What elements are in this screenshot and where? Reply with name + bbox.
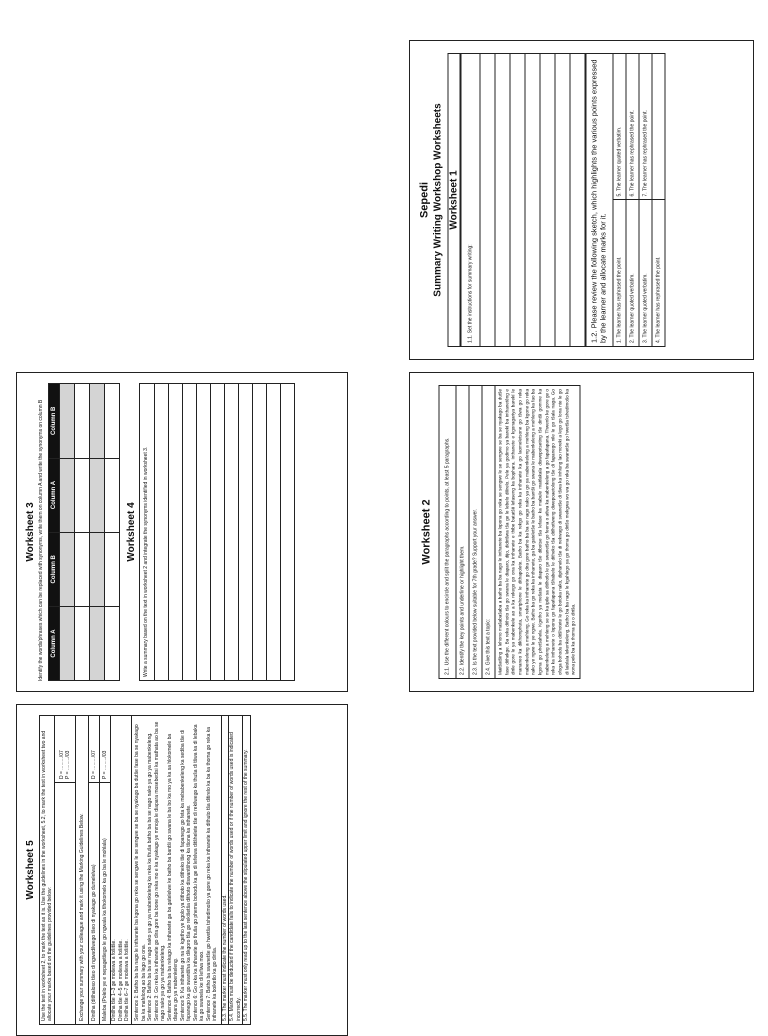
answer-line [168,384,182,681]
key-point: Sentence 6: Go reka ka inthanete go thuša go phema bohodu ka ge di lefelwa ditšhelete tše di rekilwego ka thuša di tšwa ka di lebaka ka go swanela ke di lefiwa moo. [192,724,205,1021]
synonym-cell [104,458,119,532]
criteria-content: Dintlha (ditlhaloso tšeo di ngwadilwego tšeo di nyakago go dumelelwa) [89,783,100,1025]
answer-line [196,384,210,681]
answer-line [252,384,266,681]
p-score: P = ........./03 [100,716,111,783]
score-label [55,783,76,1025]
worksheet-1-title: Worksheet 1 [448,54,460,347]
answer-line [495,54,510,347]
synonym-cell [74,532,89,606]
synonym-cell [59,607,74,681]
marking-item: 2. The learner quoted verbatim. [626,200,639,347]
key-point: Sentence 4: Batho ba ba rekago ka inthanete ga ba gatelelwe ke batho ba bantši go swana le ba bo ka mo ya ka sa hlokomele ba diapara go ya mabenkeleng. [166,733,179,1021]
answer-line [540,54,555,347]
synonym-cell [74,458,89,532]
marking-item [652,54,665,201]
answer-line [238,384,252,681]
worksheet-1-table [447,53,460,347]
q-2-4: 2.4. Give this text a topic: [482,386,495,679]
criteria-language: Maleba (Polelo ye e nepagetšego le go ngwala ka tlhokomelo ka go ba le mohlala) [100,783,111,1025]
synonym-cell [89,532,104,606]
column-a-header: Column A [48,458,59,532]
marking-item: 7. The learner has rephrased the point. [639,54,652,201]
worksheet-2-page [409,372,754,692]
synonym-cell [104,532,119,606]
synonym-cell [104,384,119,459]
worksheet-1-page [409,40,754,360]
answer-line [525,54,540,347]
worksheet-3-title: Worksheet 3 [25,502,36,562]
answer-line [555,54,570,347]
marking-item: 1. The learner has rephrased the point. [613,200,626,347]
footnote: 5.4. Marks must be deducted if the candidate fails to indicate the number of words used or if the number of words used is indicated incorrectly. [229,716,243,1025]
marking-item: 5. The learner quoted verbatim. [613,54,626,201]
q-1-2: 1.2. Please review the following sketch, which highlights the various points expressed by the learner and allocate marks for it. [586,54,613,347]
column-b-header: Column B [48,532,59,606]
synonym-cell [89,458,104,532]
synonym-cell [89,607,104,681]
passage: Maitšatšing a lehono mašabašaba a batho ba ba nago le inthanete ba lopona go reka se sengwe le se sengwe se ba se nyakago ba dutše fase dithekge. Ba reka dithoto tša go swana le diaparo, dijo, didirišwa tša ge le lebelo dilirelo. Pele ya godimo ya barekí ba inthanetěng e dirile gore le ya mabenkele ao a ka rekego go ona ka inthanete e thibe batatšii lefaseng ka bophara. Inthanete e kgonagariya barekí le mananeo ka dikhomphuta, smartphone le dithapolete. Batho ba ka rekgo go reka ka inthanete ka go laomeletsone go tšwa go reka mabenkeleng a mehleng. Go reka ka inthanete go dira gore batho ba ba se nago nako ya go ya mabenkeleng a mehleng ba kgone go reka nako ye ngwe le ye ngwe. Batho ba go reka ka inthanete, ga ba gateletše le batho ba bantši go swana le mabenkeleng a mehleng ka fao ba kgona go phetšahela. Kgetho ya mešata le diaparo tše dibotse tša lefase ka mabule maitlakala diswepotseting tše dintši gomme ka mabenkeleng a mehleng se se ka ipile sa ditlhotlo le ge swanetše go feena o atlwa ka mabenkeleng a go fapafapana. Thwenlo ke gore ge o reka ka inthanete o lopona go fapafapana tšhabelo le ditheko tša ditlhotlweng diwepoaetolong tše di fapanego nile le go tšala naga. Go ofoga bohodu ba ditšhotete le go botoka nako, diphanelo tše di nekwago di swanetše di tšwa ka inhlung lao moreki a lego go lona nte le go di laiolala lekenkeleng. Batho ba ba nago le kgahlego ya go thoma go dirišo mekgwa wo wa go reka ba swanetše go hwetša tshedimošo ka wona pele ba ka thoma go o diriša. [495,386,580,679]
key-point: Sentence 2: Batho ba ba se nago nako ya go ya mabenkeleng ka reka ka thuša batho ba ba se nago nako ya go ya mabenkeleng. [147,732,153,1021]
worksheet-5-title: Worksheet 5 [25,840,36,900]
synonym-cell [74,384,89,459]
worksheet-1-lines [460,53,585,347]
synonym-cell [59,458,74,532]
q-1-1: 1.1. Set the instructions for summary writing: [461,54,480,347]
answer-line [280,384,294,681]
answer-line [570,54,585,347]
synonym-table [48,383,120,681]
score-box: D = ........./07 P = ........./03 [55,716,76,783]
synonym-cell [89,384,104,459]
answer-line [210,384,224,681]
footnote: 5.3. The marker must indicate the number of words used. [221,716,229,1025]
q-2-1: 2.1. Use the different colours to encircle and split the paragraphs according to points, at least 5 paragraphs. [439,386,456,679]
q-2-2: 2.2. Identify the key points and underline or highlight them. [456,386,469,679]
exchange-instruction: Exchange your summary with your colleague and mark it using the Marking Guidelines Below. [76,716,89,1025]
main-title: Summary Writing Workshop Worksheets [432,103,443,297]
synonym-cell [59,384,74,459]
language-title: Sepedi [418,181,430,219]
worksheet-2-title: Worksheet 2 [420,499,432,565]
answer-line [154,384,168,681]
worksheet-5-instructions: Use the text in worksheet 2, to mark the text as it is. Use the guidelines in the worksheet, 5.2, to mark the text in worksheet two and allocate your marks based on the guidelines provided below: [40,716,55,1025]
marking-item: 6. The learner has rephrased the point. [626,54,639,201]
q-2-3: 2.3. Is the text provided below suitable for 7th grade? Support your answer. [469,386,482,679]
synonym-cell [74,607,89,681]
d-score: D = ........./07 [89,716,100,783]
worksheet-5-table [39,715,251,1025]
key-point: Sentence 3: Go reka ka inthanete go dira gore ba bone go reka mo e ka nyakago ye mmoja le diapara mosebedisi ka mathata ao ba se nago nako ya go ya mabenkeleng. [153,721,166,1021]
worksheet-5-page [16,704,348,1036]
worksheet-3-instructions: Identify the words/phrases which can be replaced with synonyms, write them on column A and write the synonyms on column B [38,399,44,681]
column-b-header: Column B [48,384,59,459]
key-point: Sentence 1: Batho ba ba nago le inthanete ba kgona go reka se sengwe le se sengwe se ba se nyakago ba dutše fase ba se nyakago ba ka mafelong ao ba lego go ona. [134,724,147,1021]
synonym-cell [59,532,74,606]
worksheet-4-table [139,383,295,681]
answer-line [510,54,525,347]
worksheet-4-instructions: Write a summary based on the text in worksheet 2 and integrate the synonyms identified in worksheet 3. [139,384,154,681]
answer-line [480,54,495,347]
marking-item: 4. The learner has rephrased the point. [652,200,665,347]
marks-list: Dintlha tše 1–3 ge mošewa a fošitše. Dintlha tše 4–5 ge mošewa a fošitše. Dintlha tše 6–7 ge mošewa a fošitše. [111,716,132,1025]
answer-line [266,384,280,681]
worksheet-3-4-page [16,372,348,692]
key-point: Sentence 7: Batho ba swanetše go hwetša tshedimošo ya gore go reka ka inthanete ka dithuto tša ditirelo ka ba ka thoma go reka ka inthanete ka boiketlo ka go diriša. [205,726,218,1021]
key-points [132,716,222,1025]
marking-item: 3. The learner quoted verbatim. [639,200,652,347]
synonym-cell [104,607,119,681]
worksheet-2-table [438,385,580,679]
footnote: 5.5. The marker must only read up to the last sentence above the stipulated upper limit and ignore the rest of the summary. [243,716,251,1025]
answer-line [224,384,238,681]
column-a-header: Column A [48,607,59,681]
worksheet-4-title: Worksheet 4 [125,502,137,562]
answer-line [182,384,196,681]
key-point: Sentence 5: Ka inthanete go na le kgetho ye kgolo ya dithoto ka ditheko tše di fapanego go feta ka mebabenkeleng ka sediba tše di fapanego ka go swantšha ka dikgoro tša go rekišetša dithoto diswantšhong ka tšona ka inthanete. [179,729,192,1021]
worksheet-1-q12 [585,53,665,347]
